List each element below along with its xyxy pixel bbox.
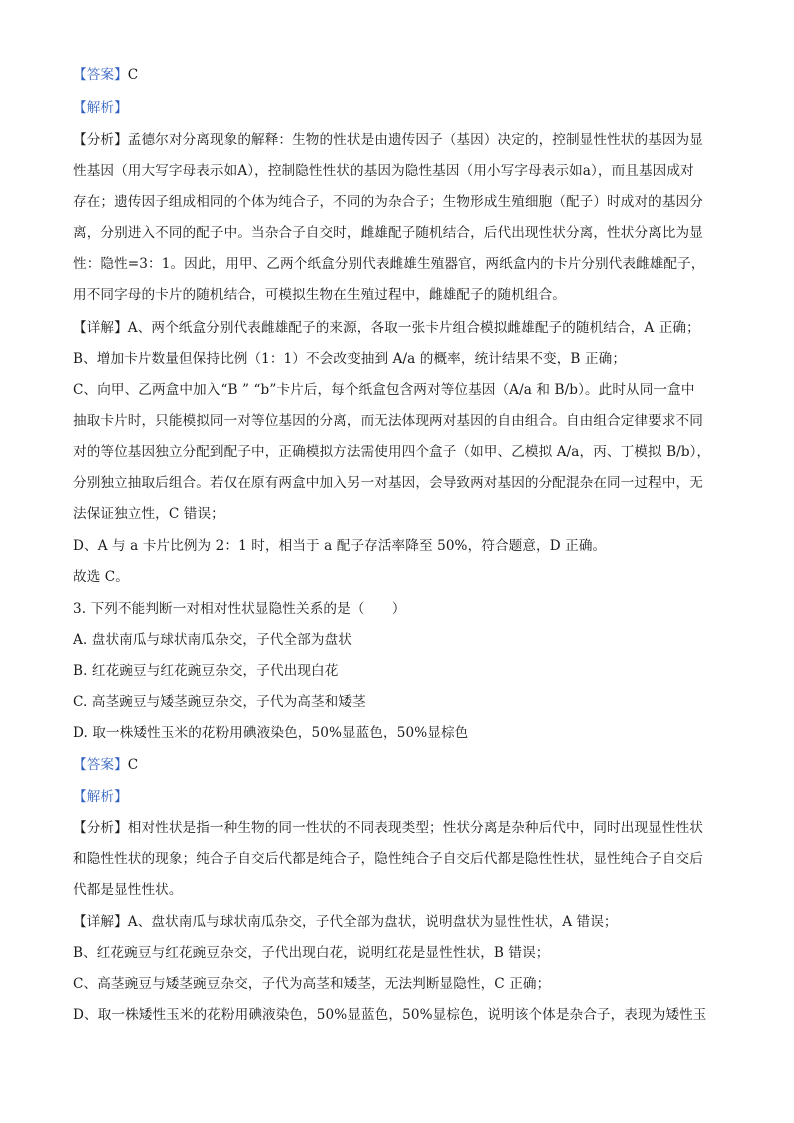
q2-answer xyxy=(73,65,723,85)
q3-detail-line: D、取一株矮性玉米的花粉用碘液染色，50%显蓝色，50%显棕色，说明该个体是杂合子，表现为矮性玉 xyxy=(73,1007,707,1023)
analysis-subtag: 【分析】 xyxy=(73,820,128,836)
q2-analysis-heading xyxy=(73,98,723,118)
detail-tag: 【详解】 xyxy=(73,914,128,930)
q2-analysis-line: 性基因（用大写字母表示如A），控制隐性性状的基因为隐性基因（用小写字母表示如a），而且基因成对 xyxy=(73,163,694,179)
analysis-tag: 【解析】 xyxy=(73,100,128,116)
q3-detail-line: C、高茎豌豆与矮茎豌豆杂交，子代为高茎和矮茎，无法判断显隐性，C 正确； xyxy=(73,976,551,992)
q2-detail-line: B、增加卡片数量但保持比例（1：1）不会改变抽到 A/a 的概率，统计结果不变，B 正确； xyxy=(73,351,627,367)
q2-analysis-line: 【分析】孟德尔对分离现象的解释：生物的性状是由遗传因子（基因）决定的，控制显性性状的基因为显 xyxy=(73,132,703,148)
q2-detail-line: C、向甲、乙两盒中加入“B ” “b”卡片后，每个纸盒包含两对等位基因（A/a 和 B/b）。此时从同一盒中 xyxy=(73,382,695,398)
q2-detail-line: 分别独立抽取后组合。若仅在原有两盒中加入另一对基因，会导致两对基因的分配混杂在同一过程中，无 xyxy=(73,475,703,491)
q3-detail-line: B、红花豌豆与红花豌豆杂交，子代出现白花，说明红花是显性性状，B 错误； xyxy=(73,945,550,961)
q3-option: B. 红花豌豆与红花豌豆杂交，子代出现白花 xyxy=(73,663,339,679)
q3-analysis-line: 代都是显性性状。 xyxy=(73,882,183,898)
q3-option: C. 高茎豌豆与矮茎豌豆杂交，子代为高茎和矮茎 xyxy=(73,694,366,710)
q2-detail-line: D、A 与 a 卡片比例为 2：1 时，相当于 a 配子存活率降至 50%，符合题意，D 正确。 xyxy=(73,538,607,554)
q2-analysis-line: 存在；遗传因子组成相同的个体为纯合子，不同的为杂合子；生物形成生殖细胞（配子）时成对的基因分 xyxy=(73,194,703,210)
q3-option: A. 盘状南瓜与球状南瓜杂交，子代全部为盘状 xyxy=(73,632,352,648)
q2-analysis-line: 性：隐性=3：1。因此，用甲、乙两个纸盒分别代表雌雄生殖器官，两纸盒内的卡片分别代表雌雄配子， xyxy=(73,256,705,272)
q2-detail-line: 抽取卡片时，只能模拟同一对等位基因的分离，而无法体现两对基因的自由组合。自由组合定律要求不同 xyxy=(73,413,703,429)
q2-detail-line: 对的等位基因独立分配到配子中，正确模拟方法需使用四个盒子（如甲、乙模拟 A/a，丙、丁模拟 B/b）， xyxy=(73,444,711,460)
q3-analysis-line: 和隐性性状的现象；纯合子自交后代都是纯合子，隐性纯合子自交后代都是隐性性状，显性纯合子自交后 xyxy=(73,851,703,867)
q3-analysis-heading xyxy=(73,787,723,807)
answer-tag: 【答案】 xyxy=(73,67,128,83)
q3-question: 3. 下列不能判断一对相对性状显隐性关系的是（ ） xyxy=(73,601,406,617)
q2-detail-line: 【详解】A、两个纸盒分别代表雌雄配子的来源，各取一张卡片组合模拟雌雄配子的随机结合，A 正确； xyxy=(73,320,700,336)
answer-value: C xyxy=(127,67,139,83)
q2-analysis-line: 用不同字母的卡片的随机结合，可模拟生物在生殖过程中，雌雄配子的随机组合。 xyxy=(73,287,566,303)
detail-tag: 【详解】 xyxy=(73,320,128,336)
q2-conclusion: 故选 C。 xyxy=(73,569,130,585)
q2-analysis-line: 离，分别进入不同的配子中。当杂合子自交时，雌雄配子随机结合，后代出现性状分离，性状分离比为显 xyxy=(73,225,703,241)
q3-detail-line: 【详解】A、盘状南瓜与球状南瓜杂交，子代全部为盘状，说明盘状为显性性状，A 错误； xyxy=(73,914,618,930)
q3-option: D. 取一株矮性玉米的花粉用碘液染色，50%显蓝色，50%显棕色 xyxy=(73,725,469,741)
answer-tag: 【答案】 xyxy=(73,757,128,773)
analysis-subtag: 【分析】 xyxy=(73,132,128,148)
analysis-tag: 【解析】 xyxy=(73,789,128,805)
answer-value: C xyxy=(127,757,139,773)
q3-answer xyxy=(73,755,723,775)
q3-analysis-line: 【分析】相对性状是指一种生物的同一性状的不同表现类型；性状分离是杂种后代中，同时出现显性性状 xyxy=(73,820,703,836)
q2-detail-line: 法保证独立性，C 错误； xyxy=(73,506,225,522)
